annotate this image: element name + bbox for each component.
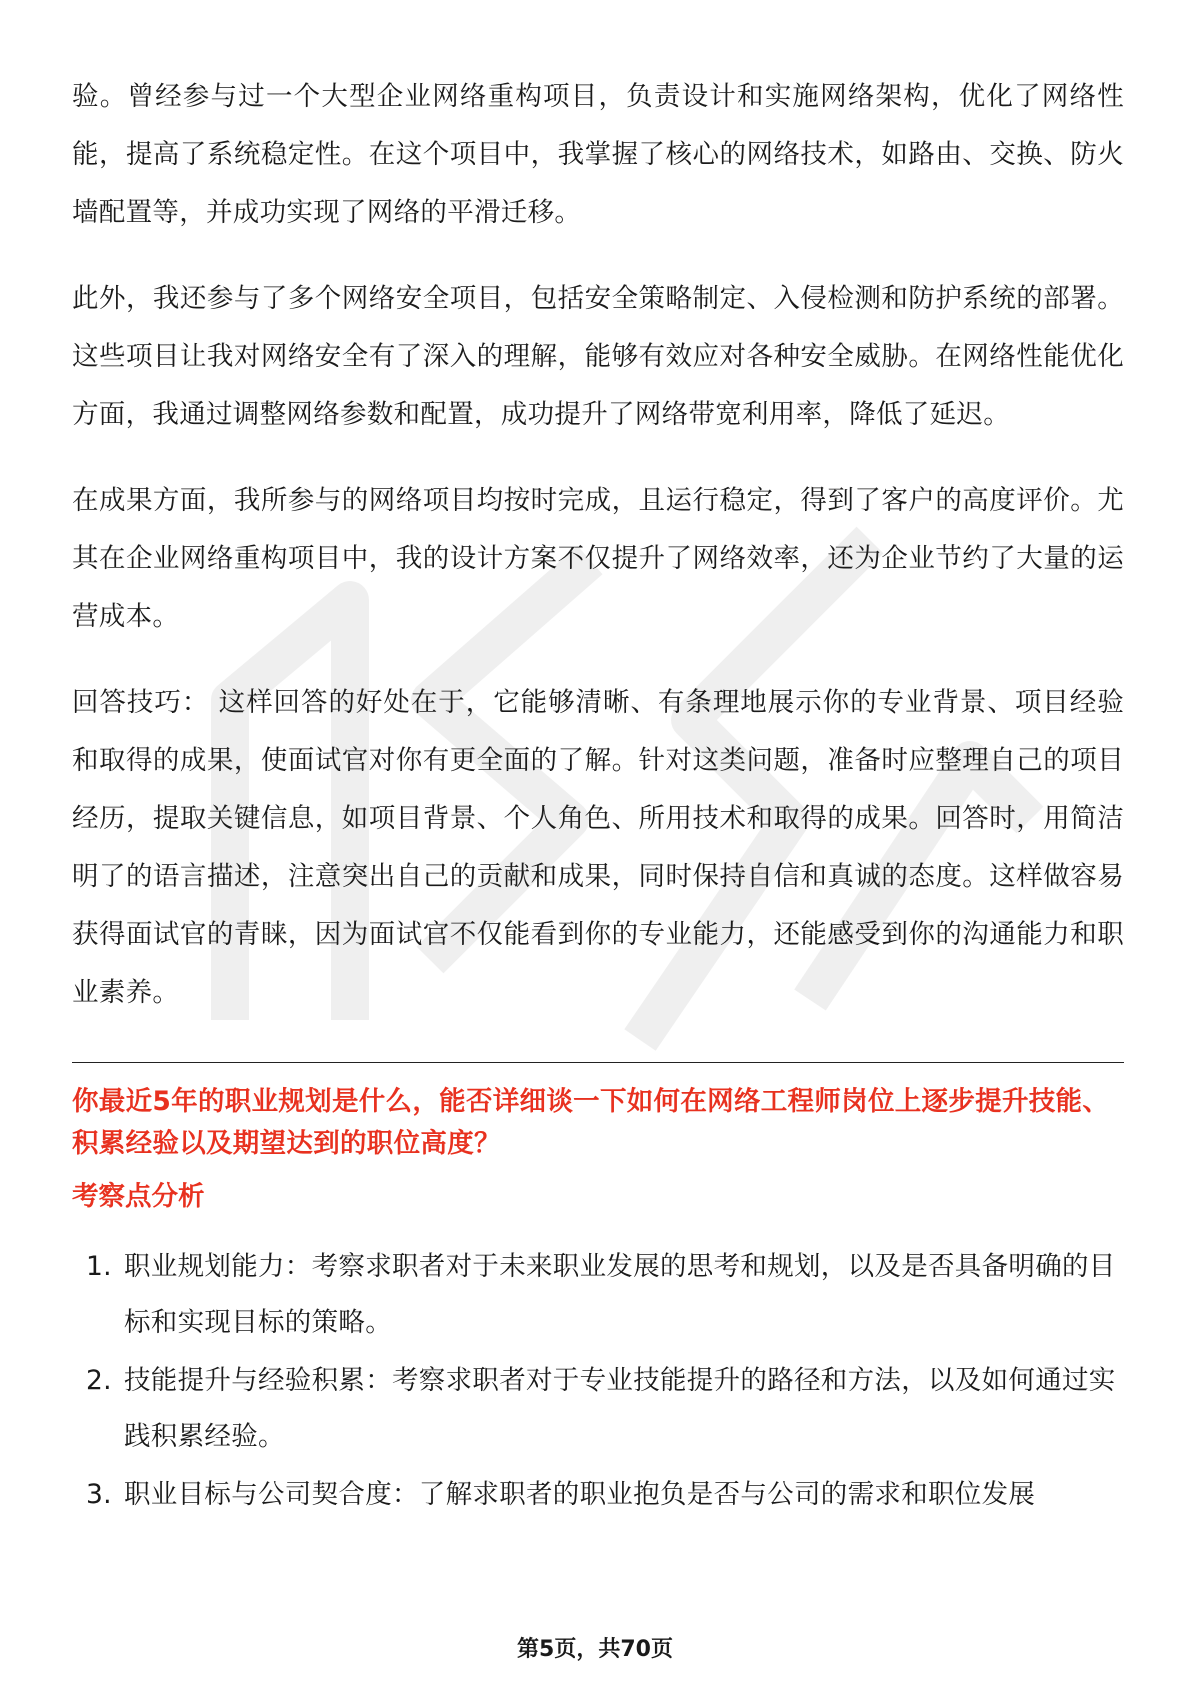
interview-question: 你最近5年的职业规划是什么，能否详细谈一下如何在网络工程师岗位上逐步提升技能、积累经验以及期望达到的职位高度？ xyxy=(72,1086,1110,1159)
section-title: 考察点分析 xyxy=(72,1181,205,1212)
list-item-text: 职业目标与公司契合度：了解求职者的职业抱负是否与公司的需求和职位发展 xyxy=(124,1479,1036,1510)
paragraph-experience: 验。曾经参与过一个大型企业网络重构项目，负责设计和实施网络架构，优化了网络性能，提高了系统稳定性。在这个项目中，我掌握了核心的网络技术，如路由、交换、防火墙配置等，并成功实现了网络的平滑迁移。 xyxy=(72,81,1124,228)
paragraph-answer-tips: 回答技巧： 这样回答的好处在于，它能够清晰、有条理地展示你的专业背景、项目经验和取得的成果，使面试官对你有更全面的了解。针对这类问题，准备时应整理自己的项目经历，提取关键信息，如项目背景、个人角色、所用技术和取得的成果。回答时，用简洁明了的语言描述，注意突出自己的贡献和成果，同时保持自信和真诚的态度。这样做容易获得面试官的青睐，因为面试官不仅能看到你的专业能力，还能感受到你的沟通能力和职业素养。 xyxy=(72,687,1124,1008)
list-item-text: 技能提升与经验积累：考察求职者对于专业技能提升的路径和方法，以及如何通过实践积累经验。 xyxy=(124,1365,1116,1452)
list-item xyxy=(72,1353,1124,1465)
page-footer: 第5页，共70页 xyxy=(517,1637,673,1662)
list-item xyxy=(72,1467,1124,1523)
paragraph-security-projects: 此外，我还参与了多个网络安全项目，包括安全策略制定、入侵检测和防护系统的部署。这些项目让我对网络安全有了深入的理解，能够有效应对各种安全威胁。在网络性能优化方面，我通过调整网络参数和配置，成功提升了网络带宽利用率，降低了延迟。 xyxy=(72,283,1124,430)
list-item-number: 2. xyxy=(86,1365,112,1396)
document-page xyxy=(72,68,1124,1525)
paragraph-results: 在成果方面，我所参与的网络项目均按时完成，且运行稳定，得到了客户的高度评价。尤其在企业网络重构项目中，我的设计方案不仅提升了网络效率，还为企业节约了大量的运营成本。 xyxy=(72,485,1124,632)
list-item xyxy=(72,1239,1124,1351)
list-item-number: 3. xyxy=(86,1479,112,1510)
section-divider xyxy=(72,1062,1124,1063)
list-item-text: 职业规划能力：考察求职者对于未来职业发展的思考和规划，以及是否具备明确的目标和实现目标的策略。 xyxy=(124,1251,1116,1338)
list-item-number: 1. xyxy=(86,1251,112,1282)
analysis-list xyxy=(72,1239,1124,1523)
